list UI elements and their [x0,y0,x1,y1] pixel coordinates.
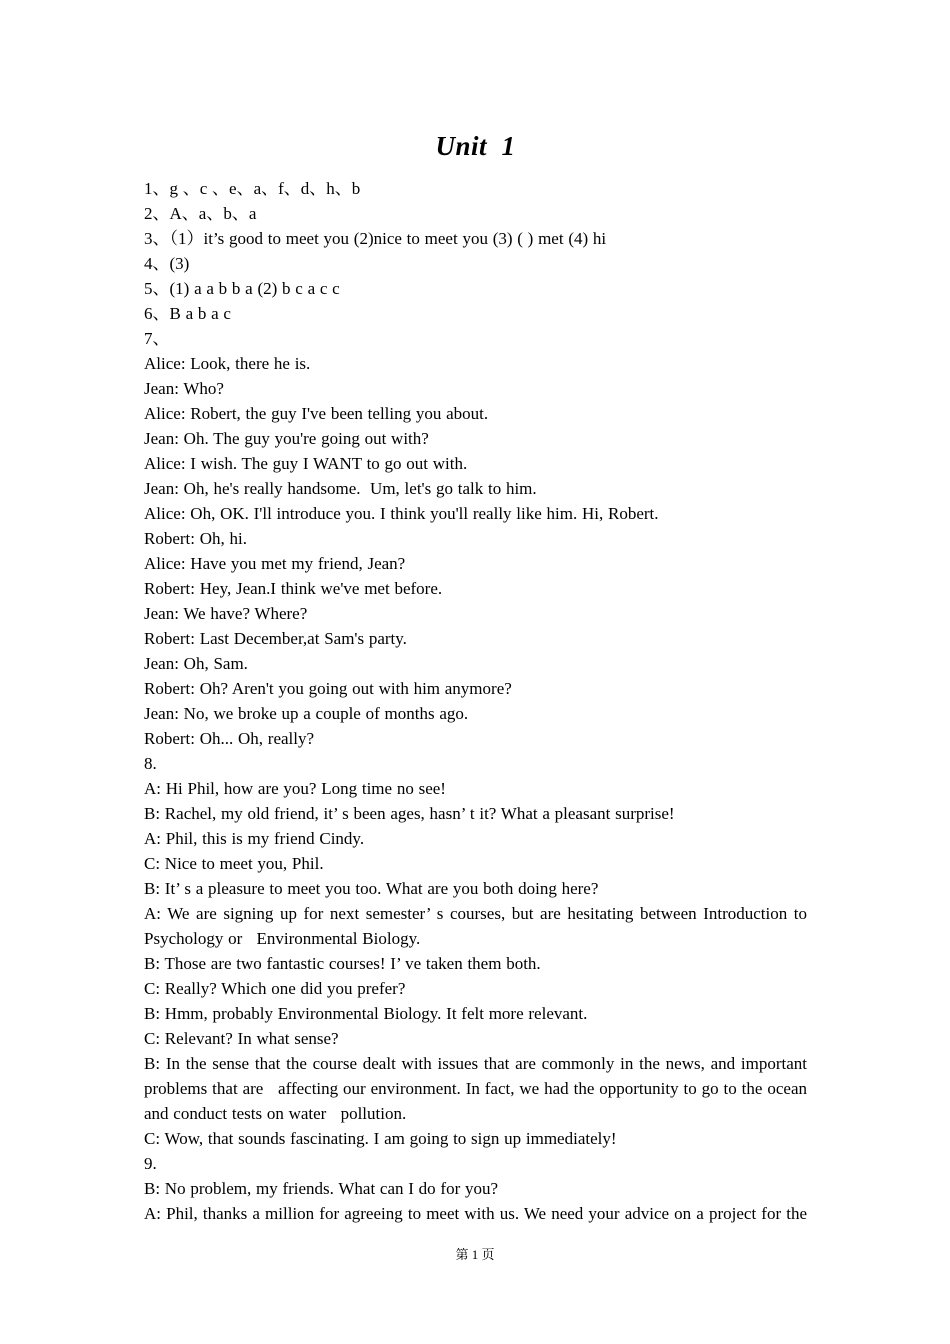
paragraph: Robert: Last December,at Sam's party. [144,629,407,648]
paragraph: Alice: Robert, the guy I've been telling you about. [144,404,489,423]
paragraph: B: No problem, my friends. What can I do for you? [144,1179,499,1198]
paragraph: B: Hmm, probably Environmental Biology. It felt more relevant. [144,1004,588,1023]
paragraph: B: Rachel, my old friend, it’ s been ages, hasn’ t it? What a pleasant surprise! [144,804,675,823]
paragraph: Robert: Oh? Aren't you going out with him anymore? [144,679,512,698]
paragraph: 9. [144,1154,157,1173]
paragraph: 8. [144,754,157,773]
page-number-footer: 第 1 页 [455,1247,495,1262]
paragraph: Jean: We have? Where? [144,604,308,623]
paragraph: A: Phil, thanks a million for agreeing to meet with us. We need your advice on a project for the [144,1204,807,1223]
paragraph: 6、B a b a c [144,304,231,323]
paragraph: Jean: Oh. The guy you're going out with? [144,429,429,448]
paragraph: Jean: Oh, Sam. [144,654,248,673]
paragraph: C: Nice to meet you, Phil. [144,854,324,873]
paragraph: A: Phil, this is my friend Cindy. [144,829,365,848]
paragraph: 7、 [144,329,170,348]
paragraph: Alice: I wish. The guy I WANT to go out with. [144,454,468,473]
paragraph: 2、A、a、b、a [144,204,257,223]
paragraph: C: Really? Which one did you prefer? [144,979,406,998]
paragraph: 4、(3) [144,254,190,273]
paragraph: Jean: Oh, he's really handsome. Um, let's go talk to him. [144,479,537,498]
paragraph: Jean: No, we broke up a couple of months ago. [144,704,469,723]
paragraph: A: Hi Phil, how are you? Long time no see! [144,779,446,798]
paragraph: B: Those are two fantastic courses! I’ ve taken them both. [144,954,541,973]
paragraph: 3、（1）it’s good to meet you (2)nice to meet you (3) ( ) met (4) hi [144,229,607,248]
paragraph: A: We are signing up for next semester’ s courses, but are hesitating between Introduction to Psychology or Environmental Biology. [144,904,807,948]
page-title: Unit 1 [435,131,516,161]
paragraph: 1、g 、c 、e、a、f、d、h、b [144,179,361,198]
paragraph: Jean: Who? [144,379,224,398]
document-body [144,176,807,1226]
paragraph: Alice: Oh, OK. I'll introduce you. I think you'll really like him. Hi, Robert. [144,504,659,523]
paragraph: C: Relevant? In what sense? [144,1029,339,1048]
paragraph: Alice: Have you met my friend, Jean? [144,554,406,573]
paragraph: Robert: Oh, hi. [144,529,247,548]
paragraph: Robert: Oh... Oh, really? [144,729,315,748]
paragraph: C: Wow, that sounds fascinating. I am going to sign up immediately! [144,1129,617,1148]
paragraph: 5、(1) a a b b a (2) b c a c c [144,279,340,298]
paragraph: B: It’ s a pleasure to meet you too. What are you both doing here? [144,879,599,898]
paragraph: Alice: Look, there he is. [144,354,311,373]
paragraph: B: In the sense that the course dealt with issues that are commonly in the news, and important problems that are affecting our environment. In fact, we had the opportunity to go to the ocean and conduct tests on water pollution. [144,1054,807,1123]
document-content [144,130,807,1226]
paragraph: Robert: Hey, Jean.I think we've met before. [144,579,443,598]
